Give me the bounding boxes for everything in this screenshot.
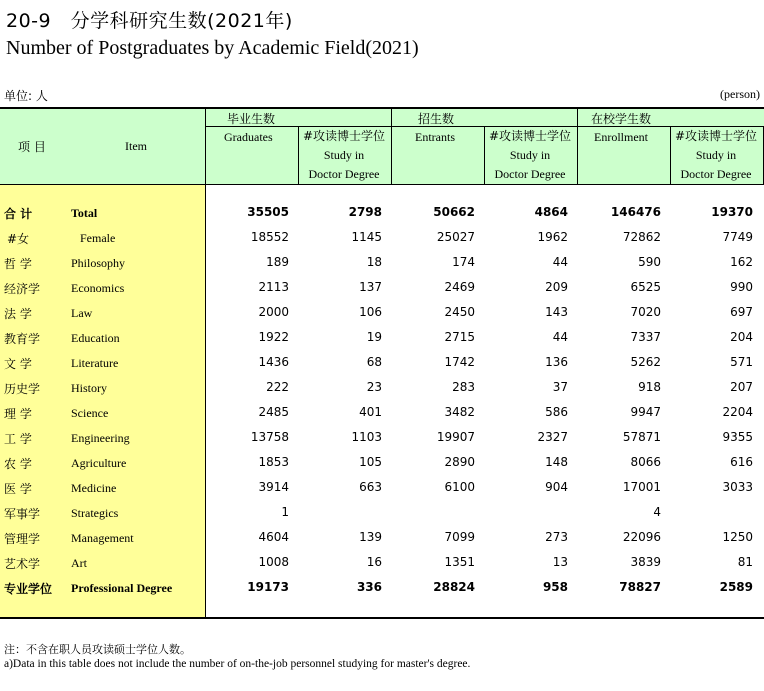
cell-enrollment: 17001: [622, 480, 661, 494]
subheader-line-en1: Study in: [323, 148, 365, 162]
cell-enrollment: 7020: [630, 305, 661, 319]
cell-enrollment: 4: [653, 505, 661, 519]
subheader-line-en1: Study in: [509, 148, 551, 162]
cell-enrollment-doctor: 1250: [722, 530, 753, 544]
cell-entrants-doctor: 37: [552, 380, 568, 394]
cell-graduates: 18552: [250, 230, 289, 244]
subheader-line-en2: Doctor Degree: [308, 167, 380, 181]
header-graduates-en: Graduates: [224, 130, 273, 144]
cell-graduates-doctor: 68: [366, 355, 382, 369]
cell-entrants: 7099: [444, 530, 475, 544]
row-label-cn: 合 计: [4, 207, 33, 221]
cell-graduates: 2485: [258, 405, 289, 419]
row-label-en: Female: [80, 231, 116, 245]
cell-entrants: 174: [452, 255, 475, 269]
subheader-line-cn: #攻读博士学位: [488, 129, 572, 143]
cell-entrants: 28824: [433, 580, 475, 594]
cell-enrollment-doctor: 616: [730, 455, 753, 469]
cell-enrollment-doctor: 2204: [722, 405, 753, 419]
table-title-en: Number of Postgraduates by Academic Field(2021): [6, 37, 419, 59]
row-label-cn: 医 学: [4, 482, 32, 496]
row-label-en: Art: [71, 556, 87, 570]
cell-graduates-doctor: 336: [356, 580, 382, 594]
cell-enrollment: 3839: [630, 555, 661, 569]
cell-enrollment-doctor: 207: [730, 380, 753, 394]
cell-entrants-doctor: 958: [542, 580, 568, 594]
cell-graduates: 4604: [258, 530, 289, 544]
cell-graduates-doctor: 18: [366, 255, 382, 269]
footnote-en: a)Data in this table does not include the number of on-the-job personnel studying for master's degree.: [4, 658, 471, 670]
cell-entrants: 2469: [444, 280, 475, 294]
cell-enrollment: 6525: [630, 280, 661, 294]
cell-graduates: 13758: [250, 430, 289, 444]
cell-enrollment-doctor: 3033: [722, 480, 753, 494]
table-bottom-rule: [0, 617, 764, 619]
cell-enrollment: 9947: [630, 405, 661, 419]
cell-enrollment: 57871: [622, 430, 661, 444]
cell-entrants-doctor: 44: [552, 255, 568, 269]
cell-enrollment-doctor: 990: [730, 280, 753, 294]
cell-entrants-doctor: 586: [545, 405, 568, 419]
cell-enrollment: 78827: [619, 580, 661, 594]
header-graduates-cn: 毕业生数: [227, 112, 276, 126]
cell-entrants: 1351: [444, 555, 475, 569]
cell-entrants-doctor: 143: [545, 305, 568, 319]
row-label-cn: 军事学: [4, 507, 41, 521]
cell-graduates-doctor: 23: [366, 380, 382, 394]
cell-entrants: 1742: [444, 355, 475, 369]
row-label-en: Management: [71, 531, 134, 545]
row-label-en: Strategics: [71, 506, 119, 520]
row-label-en: Medicine: [71, 481, 117, 495]
cell-entrants: 2715: [444, 330, 475, 344]
cell-enrollment: 7337: [630, 330, 661, 344]
cell-enrollment-doctor: 2589: [719, 580, 753, 594]
cell-entrants-doctor: 1962: [537, 230, 568, 244]
cell-graduates-doctor: 401: [359, 405, 382, 419]
row-label-en: Education: [71, 331, 120, 345]
row-label-cn: #女: [7, 232, 30, 246]
cell-entrants-doctor: 904: [545, 480, 568, 494]
cell-graduates: 222: [266, 380, 289, 394]
cell-enrollment-doctor: 19370: [711, 205, 753, 219]
cell-enrollment: 22096: [622, 530, 661, 544]
cell-graduates-doctor: 137: [359, 280, 382, 294]
cell-entrants-doctor: 136: [545, 355, 568, 369]
row-label-cn: 历史学: [4, 382, 41, 396]
row-label-en: Engineering: [71, 431, 130, 445]
cell-enrollment-doctor: 9355: [722, 430, 753, 444]
cell-entrants: 2890: [444, 455, 475, 469]
footnote-cn: 注：不含在职人员攻读硕士学位人数。: [4, 643, 191, 656]
cell-entrants: 19907: [436, 430, 475, 444]
cell-graduates: 19173: [247, 580, 289, 594]
row-label-cn: 文 学: [4, 357, 32, 371]
cell-graduates: 3914: [258, 480, 289, 494]
cell-enrollment: 8066: [630, 455, 661, 469]
subheader-line-en2: Doctor Degree: [680, 167, 752, 181]
row-label-cn: 哲 学: [4, 257, 32, 271]
cell-graduates: 1922: [258, 330, 289, 344]
cell-entrants-doctor: 209: [545, 280, 568, 294]
sub-divider-1: [298, 126, 299, 184]
subheader-line-en2: Doctor Degree: [494, 167, 566, 181]
subheader-graduates-doctor: [298, 127, 390, 184]
cell-graduates-doctor: 16: [366, 555, 382, 569]
row-label-cn: 工 学: [4, 432, 32, 446]
header-bottom-rule: [0, 184, 764, 185]
row-label-en: History: [71, 381, 107, 395]
row-label-en: Science: [71, 406, 109, 420]
cell-graduates-doctor: 106: [359, 305, 382, 319]
row-label-cn: 经济学: [4, 282, 41, 296]
cell-enrollment-doctor: 697: [730, 305, 753, 319]
header-entrants-cn: 招生数: [418, 112, 455, 126]
row-label-cn: 农 学: [4, 457, 32, 471]
cell-graduates: 189: [266, 255, 289, 269]
item-column-band: [0, 184, 206, 618]
subheader-line-cn: #攻读博士学位: [674, 129, 758, 143]
cell-graduates-doctor: 1145: [351, 230, 382, 244]
cell-entrants: 50662: [433, 205, 475, 219]
cell-graduates-doctor: 139: [359, 530, 382, 544]
cell-graduates-doctor: 1103: [351, 430, 382, 444]
row-label-en: Economics: [71, 281, 125, 295]
header-group-rule: [206, 126, 764, 127]
header-enrollment-cn: 在校学生数: [591, 112, 652, 126]
cell-graduates: 1853: [258, 455, 289, 469]
cell-enrollment: 72862: [622, 230, 661, 244]
cell-enrollment: 5262: [630, 355, 661, 369]
cell-entrants-doctor: 44: [552, 330, 568, 344]
row-label-cn: 专业学位: [4, 582, 53, 596]
cell-entrants: 283: [452, 380, 475, 394]
item-column-divider: [205, 108, 206, 618]
row-label-cn: 艺术学: [4, 557, 41, 571]
cell-enrollment-doctor: 571: [730, 355, 753, 369]
row-label-cn: 理 学: [4, 407, 32, 421]
cell-enrollment-doctor: 7749: [722, 230, 753, 244]
cell-graduates: 1008: [258, 555, 289, 569]
header-item-en: Item: [125, 139, 147, 153]
cell-graduates-doctor: 663: [359, 480, 382, 494]
unit-label-cn: 单位: 人: [4, 89, 48, 103]
cell-graduates: 1436: [258, 355, 289, 369]
row-label-cn: 教育学: [4, 332, 41, 346]
row-label-cn: 法 学: [4, 307, 32, 321]
row-label-en: Agriculture: [71, 456, 127, 470]
cell-enrollment: 918: [638, 380, 661, 394]
cell-graduates: 2000: [258, 305, 289, 319]
header-enrollment-en: Enrollment: [594, 130, 648, 144]
row-label-en: Professional Degree: [71, 581, 173, 595]
group-divider-2: [577, 108, 578, 184]
cell-entrants-doctor: 273: [545, 530, 568, 544]
table-title-cn: 20-9 分学科研究生数(2021年): [6, 10, 293, 32]
row-label-en: Philosophy: [71, 256, 126, 270]
subheader-line-cn: #攻读博士学位: [302, 129, 386, 143]
cell-graduates-doctor: 2798: [348, 205, 382, 219]
cell-entrants-doctor: 13: [552, 555, 568, 569]
cell-graduates: 2113: [258, 280, 289, 294]
row-label-en: Total: [71, 206, 98, 220]
cell-enrollment-doctor: 162: [730, 255, 753, 269]
table-top-rule: [0, 107, 764, 109]
cell-graduates-doctor: 19: [366, 330, 382, 344]
cell-enrollment: 146476: [610, 205, 661, 219]
cell-entrants: 2450: [444, 305, 475, 319]
cell-entrants: 25027: [436, 230, 475, 244]
sub-divider-2: [484, 126, 485, 184]
cell-entrants: 6100: [444, 480, 475, 494]
cell-graduates: 35505: [247, 205, 289, 219]
cell-enrollment: 590: [638, 255, 661, 269]
subheader-line-en1: Study in: [695, 148, 737, 162]
sub-divider-3: [670, 126, 671, 184]
row-label-en: Law: [71, 306, 93, 320]
cell-entrants: 3482: [444, 405, 475, 419]
header-entrants-en: Entrants: [415, 130, 455, 144]
cell-graduates-doctor: 105: [359, 455, 382, 469]
subheader-enrollment-doctor: [670, 127, 762, 184]
cell-enrollment-doctor: 204: [730, 330, 753, 344]
cell-enrollment-doctor: 81: [737, 555, 753, 569]
unit-label-en: (person): [720, 87, 760, 101]
group-divider-1: [391, 108, 392, 184]
header-item-cn: 项 目: [18, 140, 46, 154]
cell-entrants-doctor: 2327: [537, 430, 568, 444]
row-label-en: Literature: [71, 356, 119, 370]
subheader-entrants-doctor: [484, 127, 576, 184]
cell-entrants-doctor: 148: [545, 455, 568, 469]
cell-entrants-doctor: 4864: [534, 205, 568, 219]
row-label-cn: 管理学: [4, 532, 41, 546]
cell-graduates: 1: [281, 505, 289, 519]
